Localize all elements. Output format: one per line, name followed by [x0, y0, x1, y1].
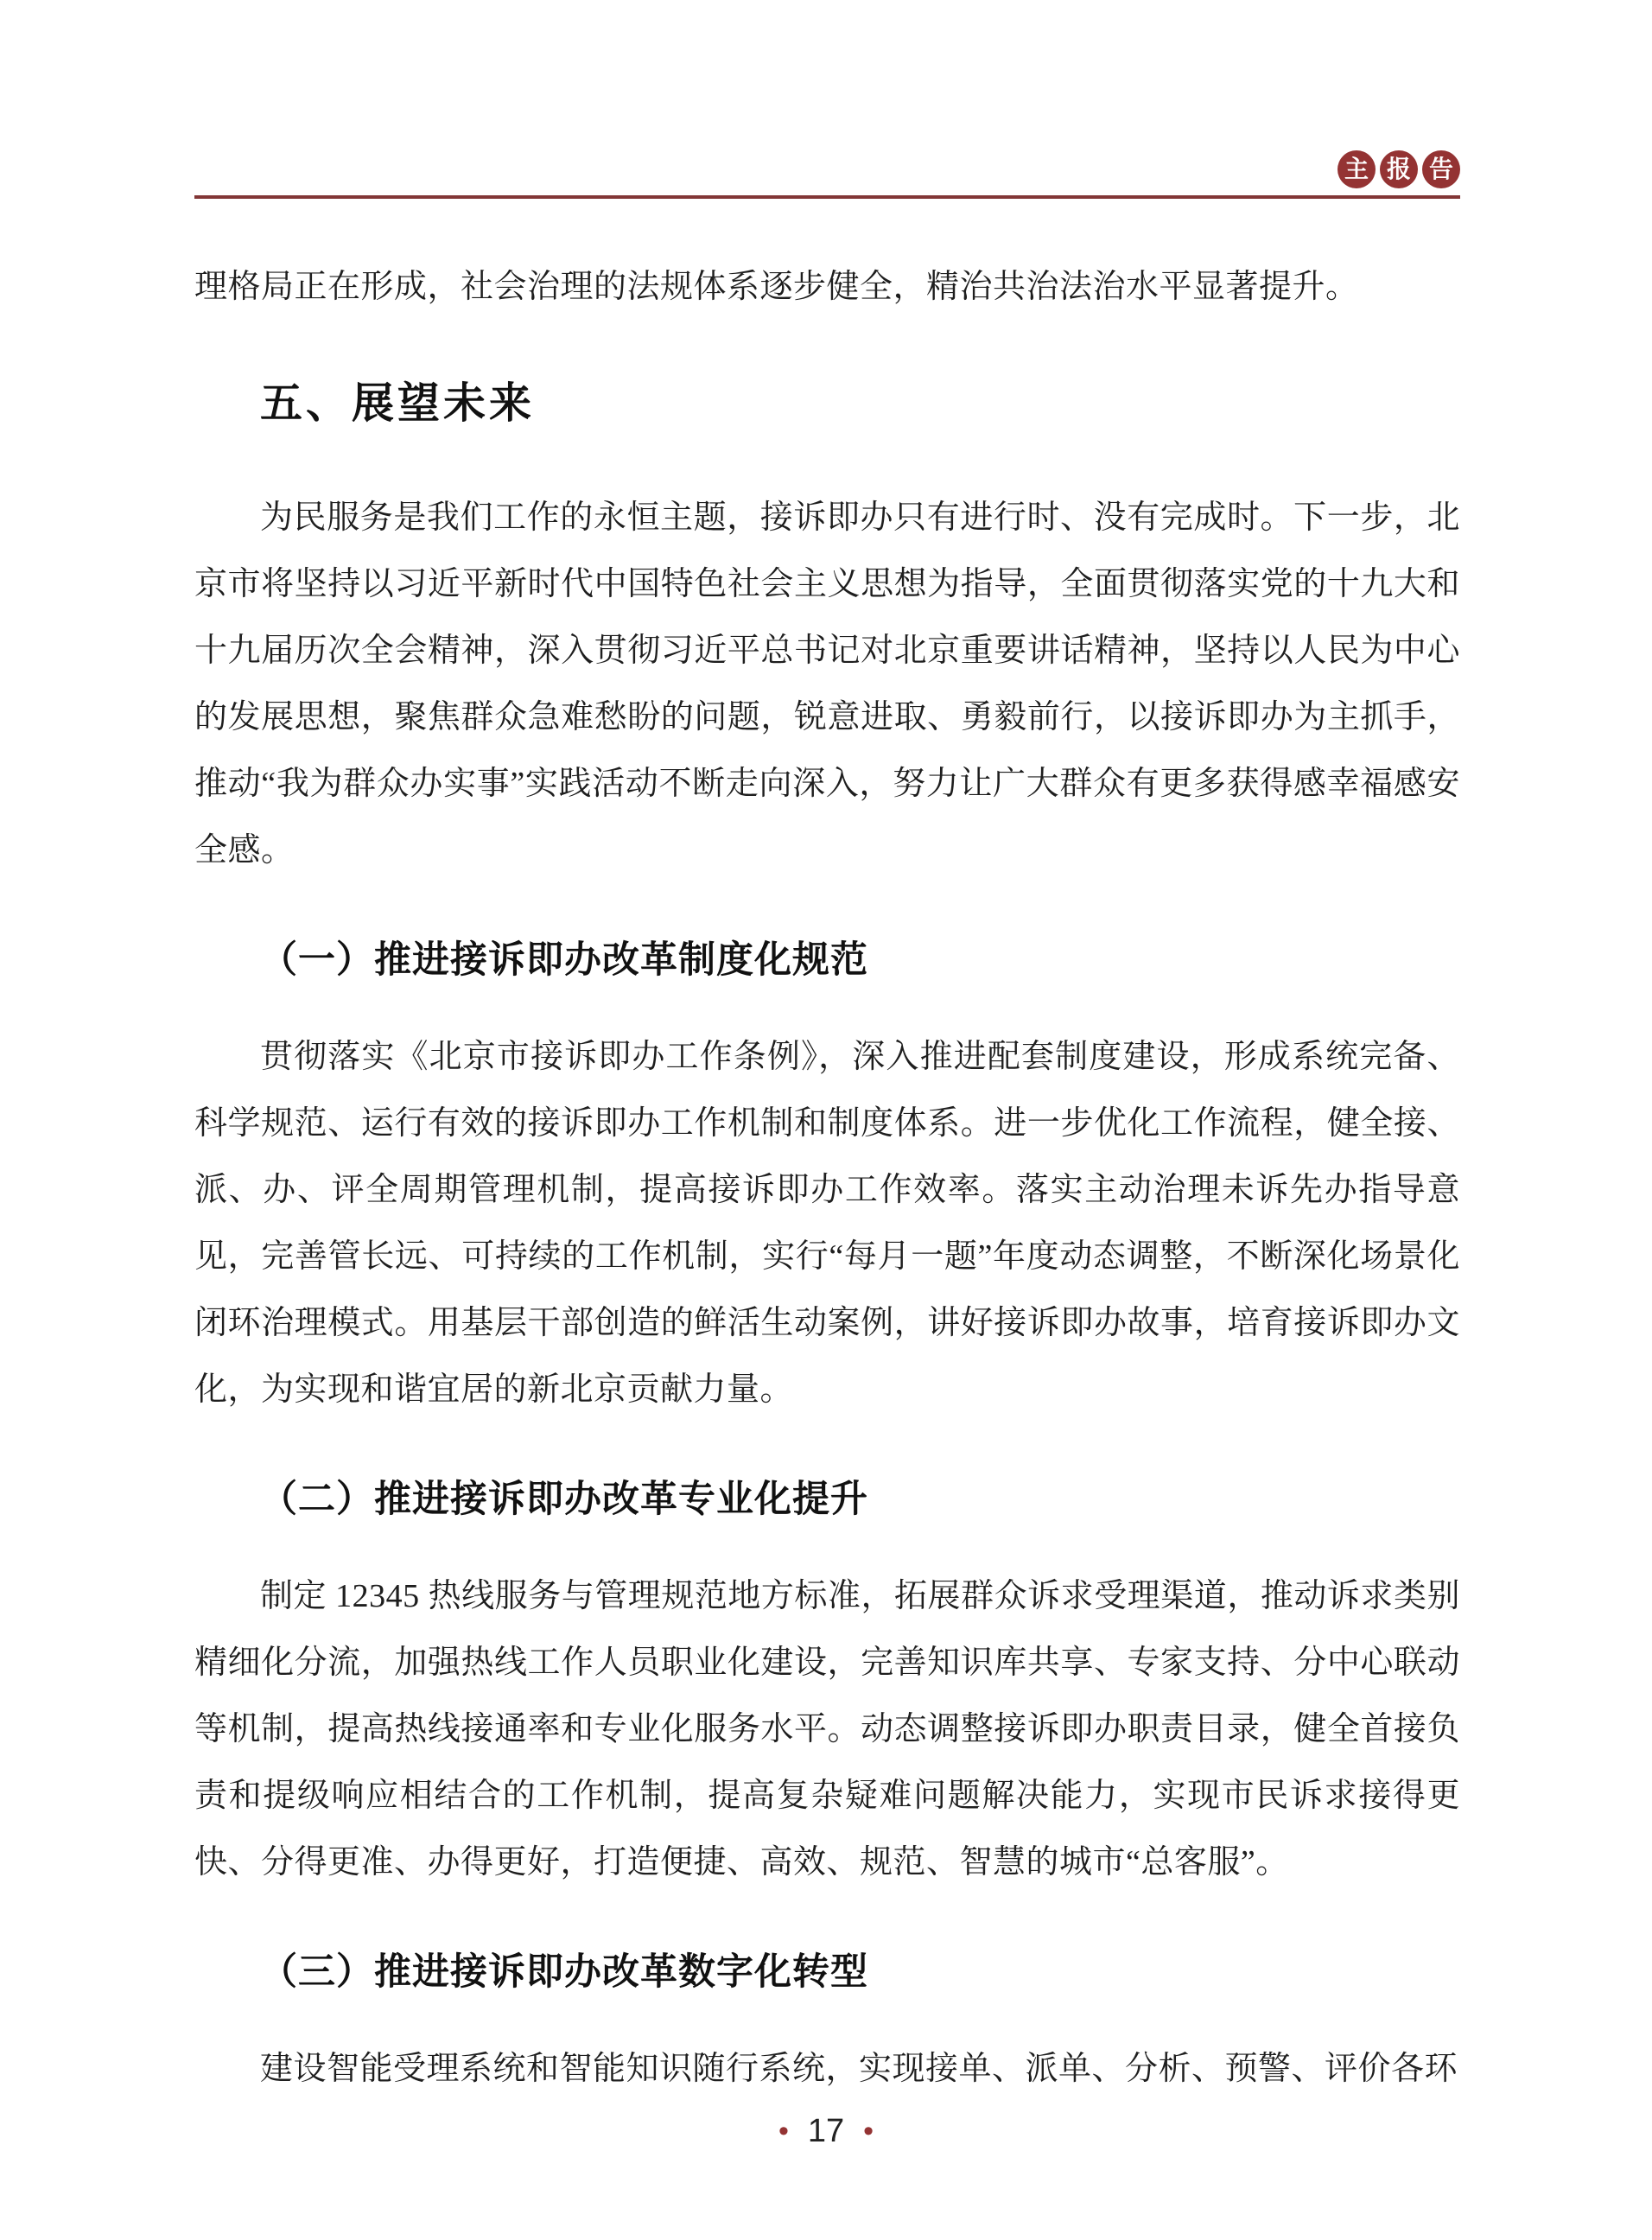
subsection-title-1: （一）推进接诉即办改革制度化规范 [260, 939, 868, 981]
document-body [194, 254, 1460, 2103]
page-number-dot-left: • [778, 2115, 789, 2148]
document-page [194, 0, 1460, 2103]
chapter-title: 五、展望未来 [260, 380, 536, 427]
page-number-dot-right: • [863, 2115, 874, 2148]
header-badges [194, 150, 1460, 188]
header-badge-gao: 告 [1422, 150, 1460, 188]
header-badge-zhu: 主 [1337, 150, 1376, 188]
subsection-body-2: 制定 12345 热线服务与管理规范地方标准，拓展群众诉求受理渠道，推动诉求类别精细化分流，加强热线工作人员职业化建设，完善知识库共享、专家支持、分中心联动等机制，提高热线接通率和专业化服务水平。动态调整接诉即办职责目录，健全首接负责和提级响应相结合的工作机制，提高复杂疑难问题解决能力，实现市民诉求接得更快、分得更准、办得更好，打造便捷、高效、规范、智慧的城市“总客服”。 [194, 1578, 1460, 1880]
page-number: 17 [807, 2113, 845, 2149]
header-rule [194, 195, 1460, 199]
subsection-title-3: （三）推进接诉即办改革数字化转型 [260, 1951, 868, 1993]
subsection-title-2: （二）推进接诉即办改革专业化提升 [260, 1479, 868, 1520]
chapter-intro-paragraph: 为民服务是我们工作的永恒主题，接诉即办只有进行时、没有完成时。下一步，北京市将坚持以习近平新时代中国特色社会主义思想为指导，全面贯彻落实党的十九大和十九届历次全会精神，深入贯彻习近平总书记对北京重要讲话精神，坚持以人民为中心的发展思想，聚焦群众急难愁盼的问题，锐意进取、勇毅前行，以接诉即办为主抓手，推动“我为群众办实事”实践活动不断走向深入，努力让广大群众有更多获得感幸福感安全感。 [194, 500, 1460, 869]
subsection-body-3: 建设智能受理系统和智能知识随行系统，实现接单、派单、分析、预警、评价各环 [260, 2051, 1458, 2087]
leading-paragraph: 理格局正在形成，社会治理的法规体系逐步健全，精治共治法治水平显著提升。 [194, 269, 1359, 305]
subsection-body-1: 贯彻落实《北京市接诉即办工作条例》，深入推进配套制度建设，形成系统完备、科学规范、运行有效的接诉即办工作机制和制度体系。进一步优化工作流程，健全接、派、办、评全周期管理机制，提高接诉即办工作效率。落实主动治理未诉先办指导意见，完善管长远、可持续的工作机制，实行“每月一题”年度动态调整，不断深化场景化闭环治理模式。用基层干部创造的鲜活生动案例，讲好接诉即办故事，培育接诉即办文化，为实现和谐宜居的新北京贡献力量。 [194, 1039, 1460, 1408]
page-footer [0, 2112, 1652, 2150]
header-badge-bao: 报 [1380, 150, 1418, 188]
page-header [194, 0, 1460, 199]
